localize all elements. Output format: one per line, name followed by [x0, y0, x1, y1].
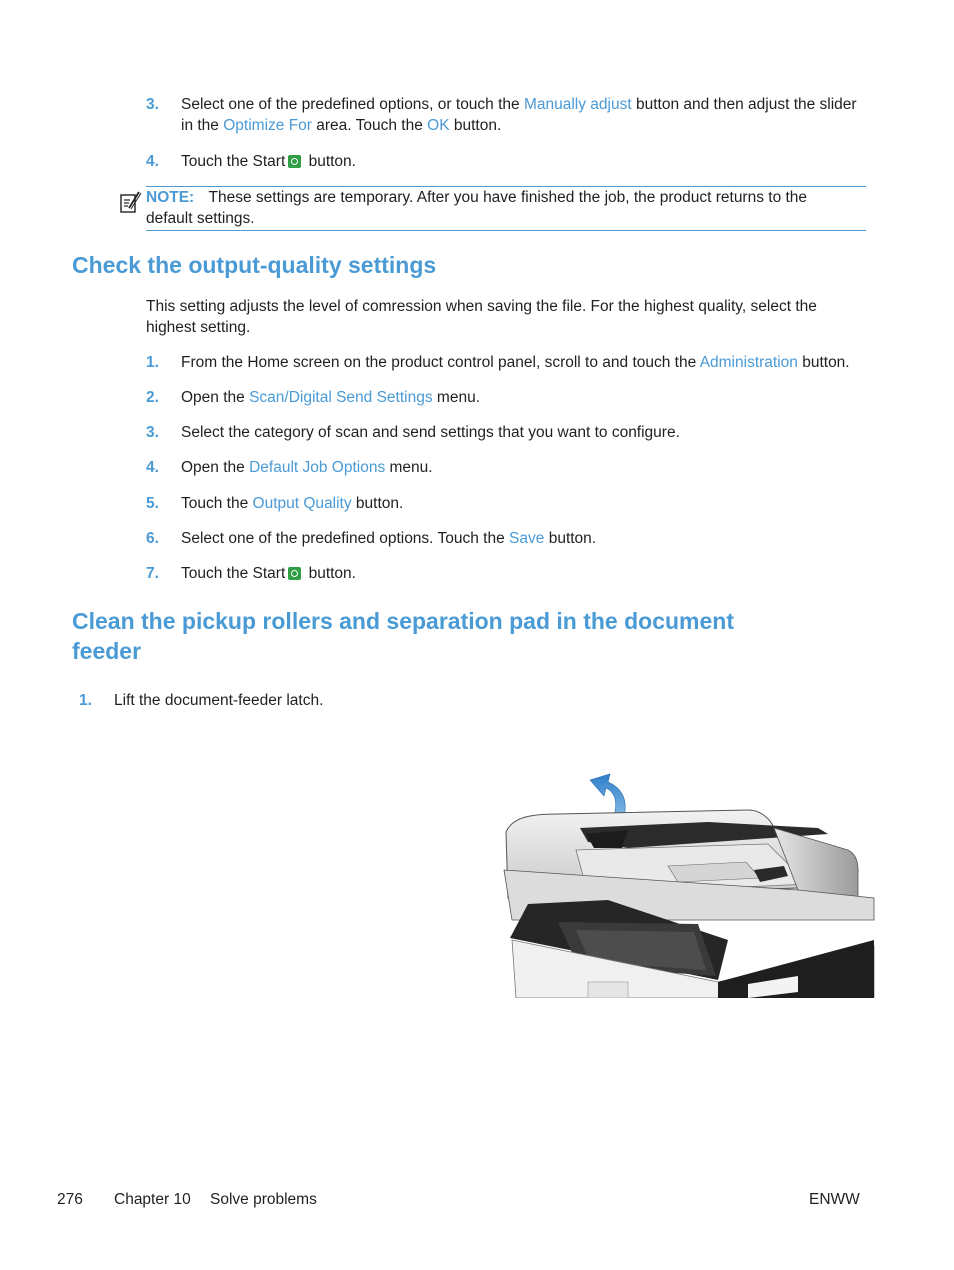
footer-chapter: Chapter 10 — [114, 1191, 191, 1208]
printer-illustration — [498, 770, 876, 998]
step-4-top: 4. Touch the Start button. — [146, 153, 356, 170]
s2-step-1: 1. Lift the document-feeder latch. — [79, 692, 324, 709]
step-number: 3. — [146, 96, 159, 113]
step-number: 4. — [146, 153, 159, 170]
note-bottom-rule — [146, 230, 866, 231]
s1-step-4: 4. Open the Default Job Options menu. — [146, 459, 433, 476]
section1-intro: This setting adjusts the level of comression when saving the file. For the highest quality, select the highest setting. — [146, 298, 817, 336]
s1-step-6: 6. Select one of the predefined options. Touch the Save button. — [146, 530, 597, 547]
s1-step-2: 2. Open the Scan/Digital Send Settings menu. — [146, 389, 480, 406]
s1-step-3: 3. Select the category of scan and send settings that you want to configure. — [146, 424, 680, 441]
link-ok[interactable]: OK — [427, 117, 450, 134]
footer-chapter-title: Solve problems — [210, 1191, 317, 1208]
note-label: NOTE: — [146, 189, 195, 206]
link-scan-digital-send-settings[interactable]: Scan/Digital Send Settings — [249, 389, 433, 406]
start-icon — [288, 155, 301, 168]
s1-step-5: 5. Touch the Output Quality button. — [146, 495, 404, 512]
s1-step-1: 1. From the Home screen on the product control panel, scroll to and touch the Administration button. — [146, 354, 850, 371]
section-heading-clean-rollers: Clean the pickup rollers and separation pad in the document feeder — [72, 608, 735, 664]
link-manually-adjust[interactable]: Manually adjust — [523, 96, 632, 113]
footer-page-number: 276 — [57, 1191, 83, 1208]
link-default-job-options[interactable]: Default Job Options — [249, 459, 386, 476]
section-heading-output-quality: Check the output-quality settings — [72, 252, 437, 278]
link-output-quality[interactable]: Output Quality — [252, 495, 352, 512]
link-save[interactable]: Save — [509, 530, 545, 547]
link-optimize-for[interactable]: Optimize For — [223, 117, 312, 134]
s1-step-7: 7. Touch the Start button. — [146, 565, 356, 582]
start-icon — [288, 567, 301, 580]
step-3-top: 3. Select one of the predefined options, or touch the Manually adjust button and then adjust the slider in the Optimize For area. Touch the OK button. — [146, 96, 857, 134]
footer-enww: ENWW — [809, 1191, 860, 1208]
note-text: NOTE: These settings are temporary. After you have finished the job, the product returns to the default settings. — [146, 189, 808, 227]
note-icon — [119, 191, 143, 215]
link-administration[interactable]: Administration — [699, 354, 798, 371]
